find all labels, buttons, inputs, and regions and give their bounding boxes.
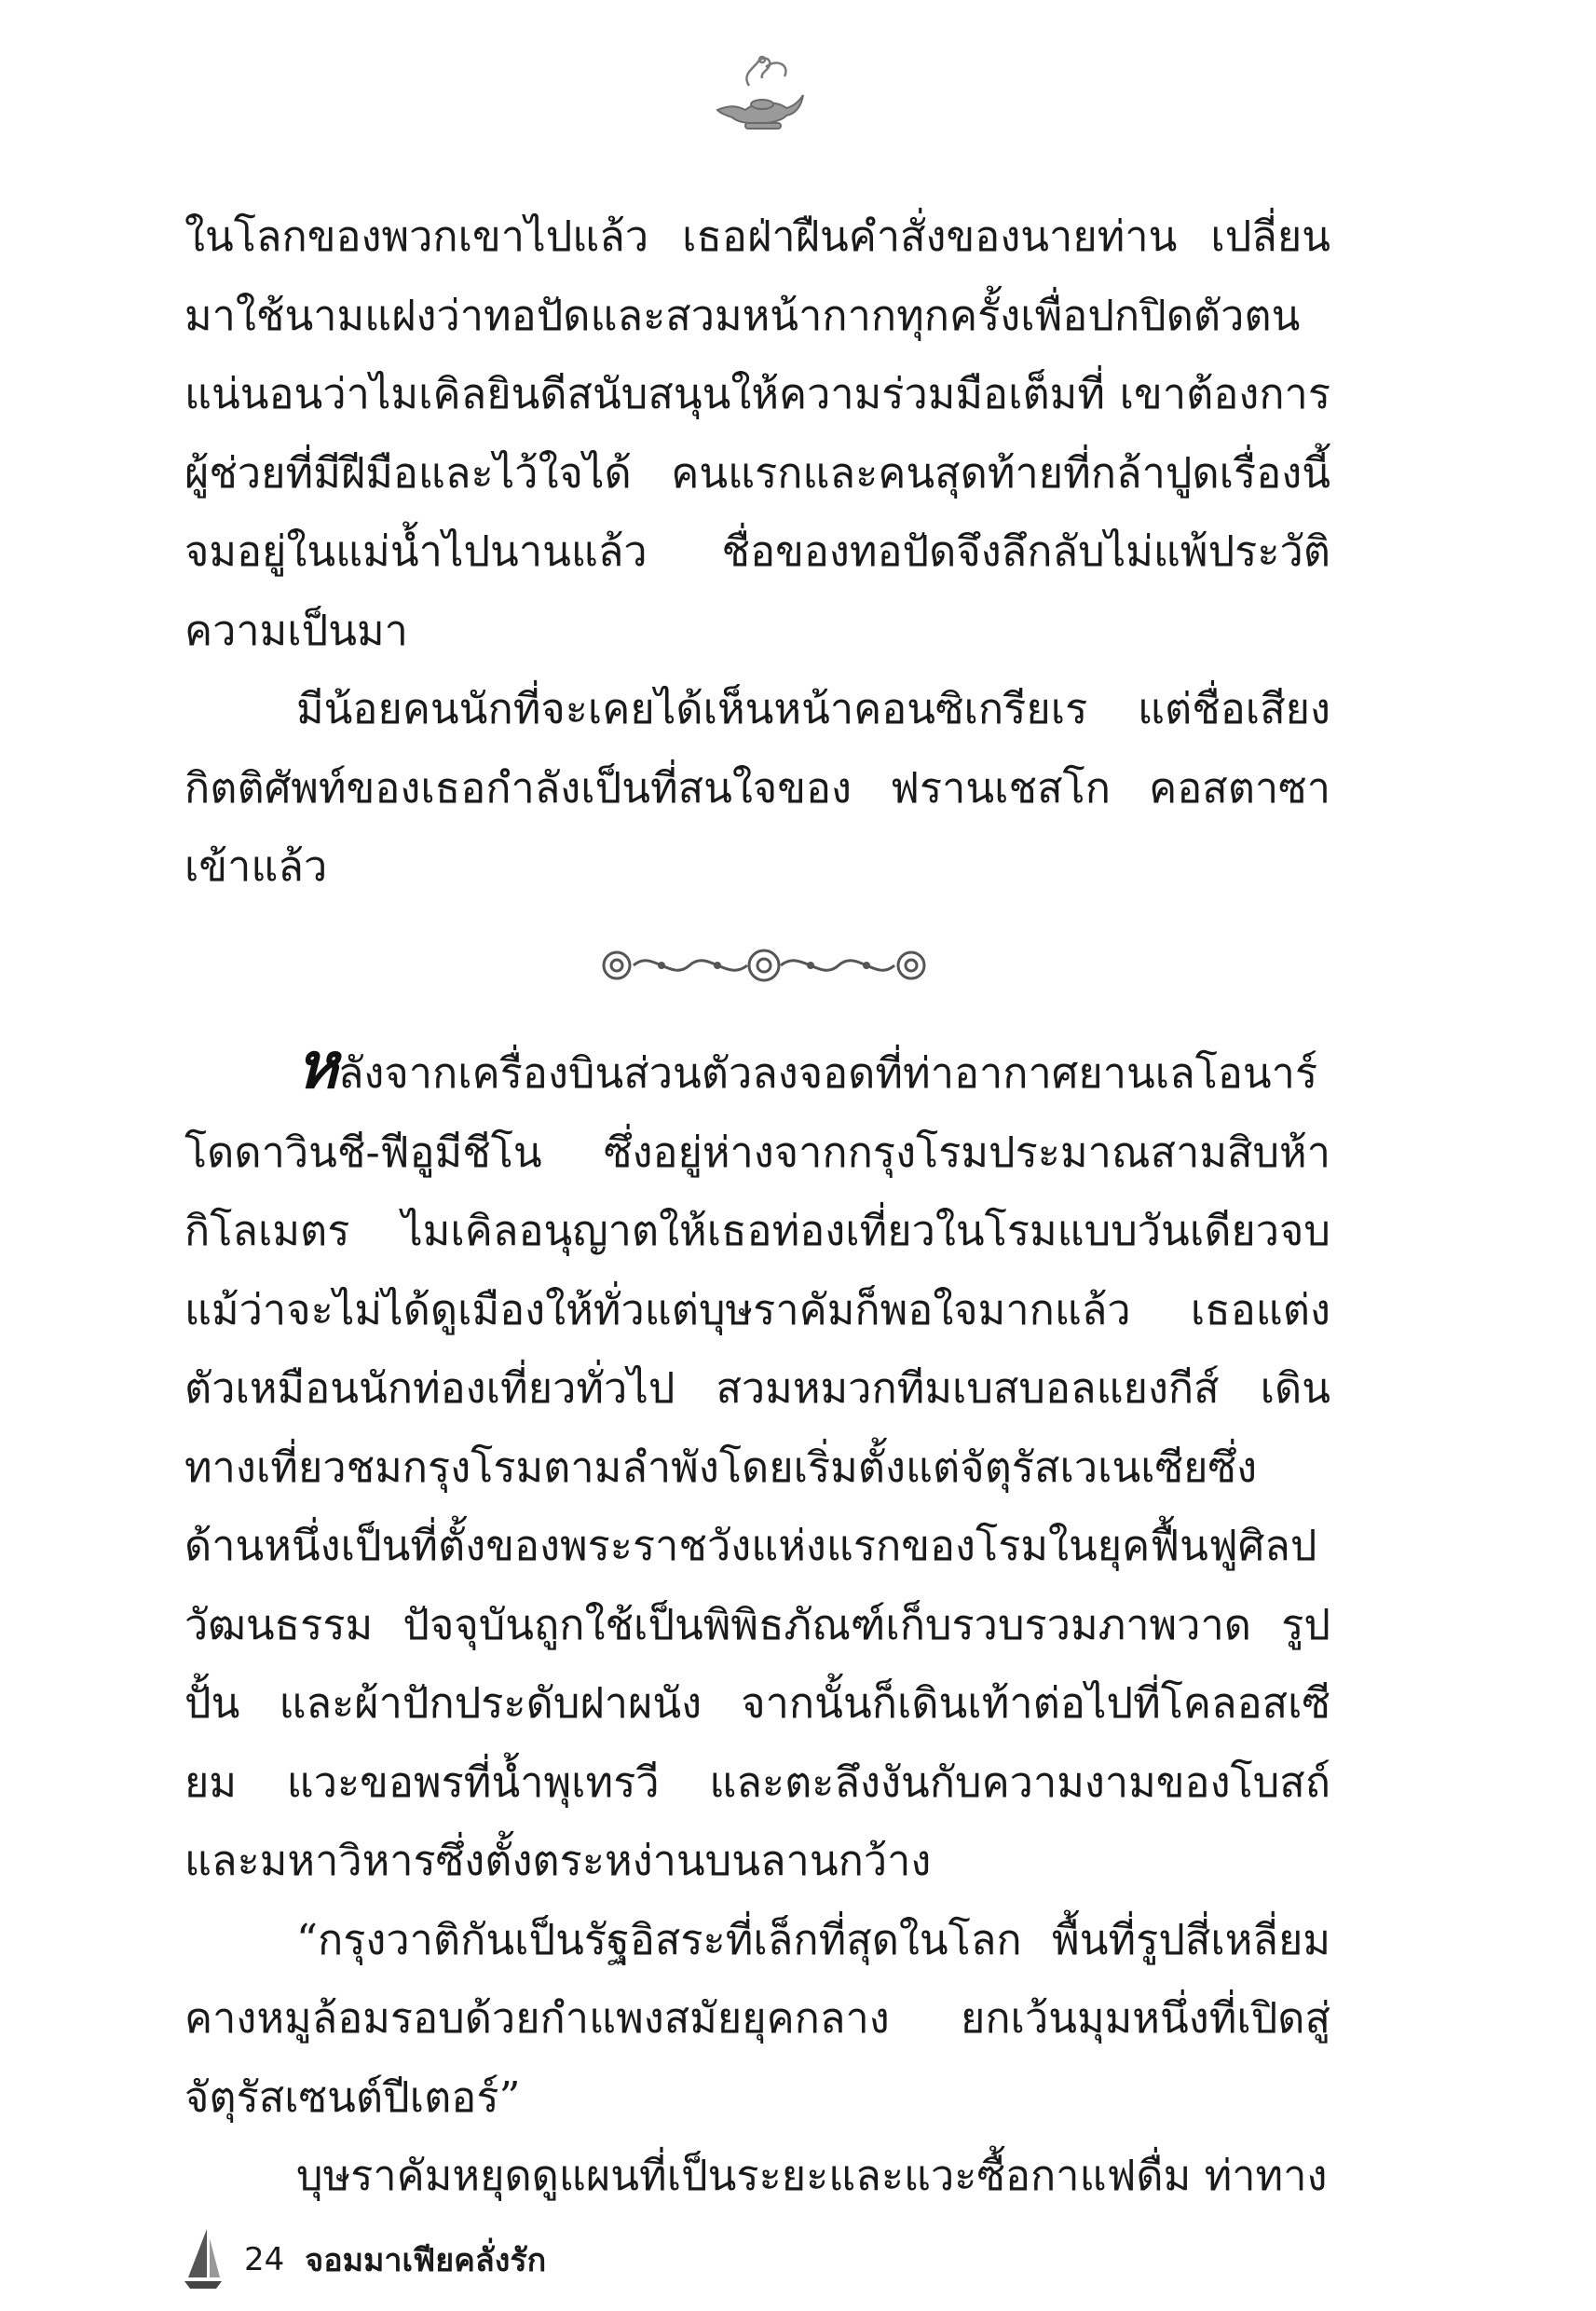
paragraph-first-text: ลังจากเครื่องบินส่วนตัวลงจอดที่ท่าอากาศยานเลโอนาร์โดดาวินชี-ฟีอูมีชีโน ซึ่งอยู่ห่างจากกรุงโรมประมาณสามสิบห้ากิโลเมตร ไมเคิลอนุญาตให้เธอท่องเที่ยวในโรมแบบวันเดียวจบ แม้ว่าจะไม่ได้ดูเมืองให้ทั่วแต่บุษราคัมก็พอใจมากแล้ว เธอแต่งตัวเหมือนนักท่องเที่ยวทั่วไป สวมหมวกทีมเบสบอลแยงกีส์ เดินทางเที่ยวชมกรุงโรมตามลำพังโดยเริ่มตั้งแต่จัตุรัสเวเนเซียซึ่งด้านหนึ่งเป็นที่ตั้งของพระราชวังแห่งแรกของโรมในยุคฟื้นฟูศิลปวัฒนธรรม ปัจจุบันถูกใช้เป็นพิพิธภัณฑ์เก็บรวบรวมภาพวาด รูปปั้น และผ้าปักประดับฝาผนัง จากนั้นก็เดินเท้าต่อไปที่โคลอสเซียม แวะขอพรที่น้ำพุเทรวี และตะลึงงันกับความงามของโบสถ์และมหาวิหารซึ่งตั้งตระหง่านบนลานกว้าง — [184, 1048, 1330, 1885]
text-block-main — [184, 1030, 1330, 2216]
text-block-top — [184, 198, 1330, 907]
page-number: 24 — [244, 2241, 285, 2278]
paragraph: บุษราคัมหยุดดูแผนที่เป็นระยะและแวะซื้อกาแฟดื่ม ท่าทาง — [296, 2151, 1328, 2200]
sailboat-icon — [183, 2225, 224, 2294]
page-footer — [183, 2222, 546, 2297]
drop-cap-letter: ห — [296, 1030, 338, 1103]
book-title: จอมมาเฟียคลั่งรัก — [305, 2242, 547, 2279]
paragraph: มีน้อยคนนักที่จะเคยได้เห็นหน้าคอนซิเกรียเร แต่ชื่อเสียงกิตติศัพท์ของเธอกำลังเป็นที่สนใจของ ฟรานเชสโก คอสตาซาเข้าแล้ว — [184, 684, 1330, 891]
paragraph: ในโลกของพวกเขาไปแล้ว เธอฝ่าฝืนคำสั่งของนายท่าน เปลี่ยนมาใช้นามแฝงว่าทอปัดและสวมหน้ากากทุกครั้งเพื่อปกปิดตัวตน แน่นอนว่าไมเคิลยินดีสนับสนุนให้ความร่วมมือเต็มที่ เขาต้องการผู้ช่วยที่มีฝีมือและไว้ใจได้ คนแรกและคนสุดท้ายที่กล้าปูดเรื่องนี้จมอยู่ในแม่น้ำไปนานแล้ว ชื่อของทอปัดจึงลึกลับไม่แพ้ประวัติความเป็นมา — [184, 212, 1330, 655]
swirl-divider-ornament — [596, 939, 932, 991]
magic-lamp-icon — [704, 48, 807, 142]
paragraph: “กรุงวาติกันเป็นรัฐอิสระที่เล็กที่สุดในโลก พื้นที่รูปสี่เหลี่ยมคางหมูล้อมรอบด้วยกำแพงสมัยยุคกลาง ยกเว้นมุมหนึ่งที่เปิดสู่จัตุรัสเซนต์ปีเตอร์” — [184, 1914, 1330, 2122]
paragraph-first — [184, 1030, 1330, 1901]
